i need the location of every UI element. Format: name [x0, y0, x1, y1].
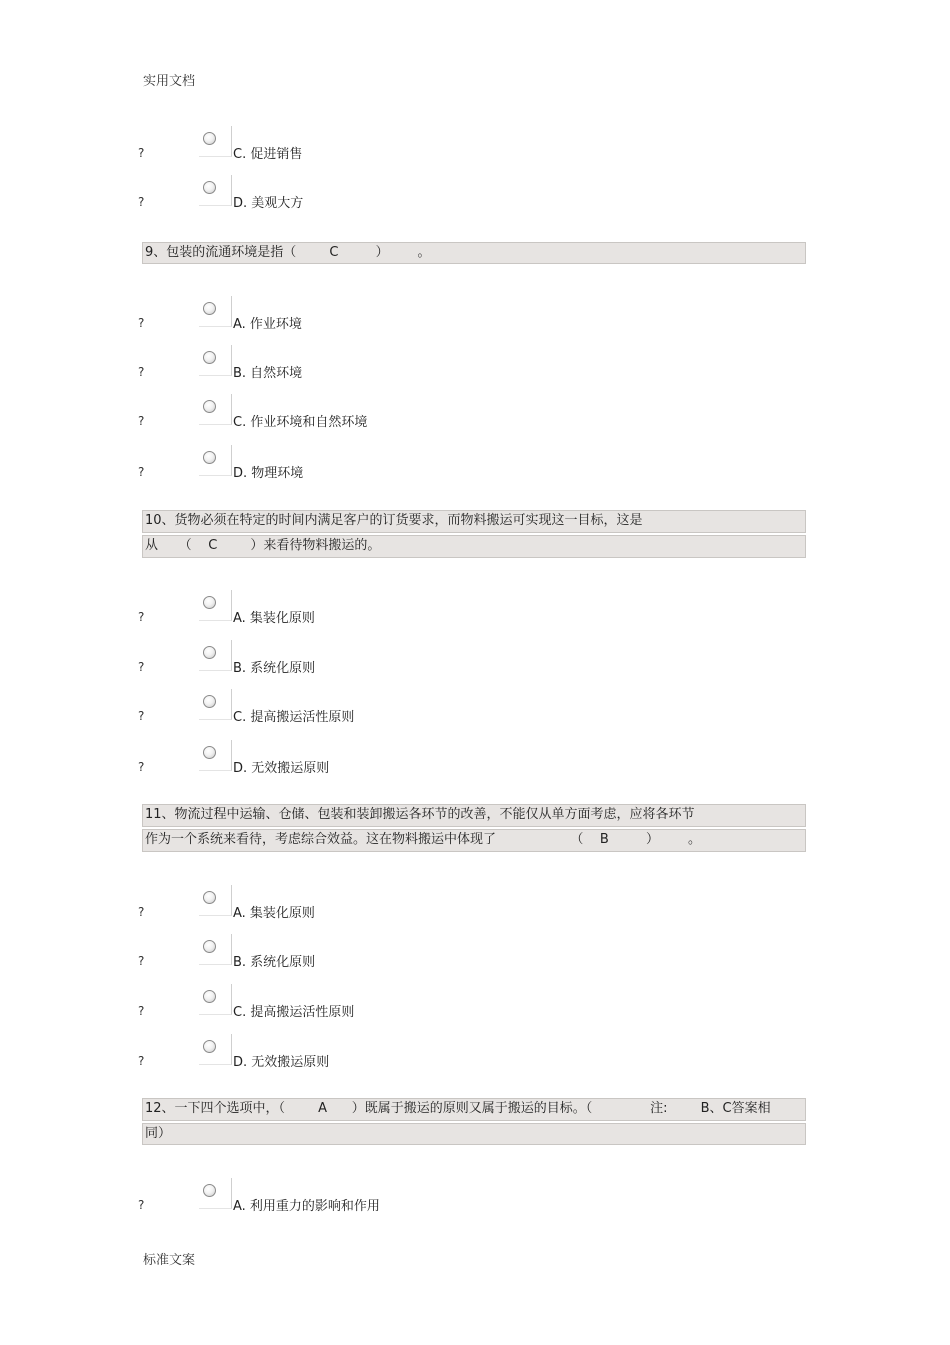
bullet-marker: ?: [138, 610, 145, 624]
radio-frame: [199, 689, 232, 720]
option-row[interactable]: [0, 394, 950, 434]
radio-frame: [199, 175, 232, 206]
bullet-marker: ?: [138, 195, 145, 209]
radio-frame: [199, 740, 232, 771]
bullet-marker: ?: [138, 1198, 145, 1212]
option-label: D. 无效搬运原则: [233, 1055, 330, 1070]
option-row[interactable]: [0, 1034, 950, 1074]
option-row[interactable]: [0, 640, 950, 680]
option-label: C. 作业环境和自然环境: [233, 415, 368, 430]
radio-button[interactable]: [203, 891, 216, 904]
option-label: C. 提高搬运活性原则: [233, 1005, 355, 1020]
option-row[interactable]: [0, 885, 950, 925]
option-row[interactable]: [0, 345, 950, 385]
bullet-marker: ?: [138, 954, 145, 968]
radio-button[interactable]: [203, 990, 216, 1003]
option-row[interactable]: [0, 445, 950, 485]
radio-button[interactable]: [203, 646, 216, 659]
bullet-marker: ?: [138, 465, 145, 479]
radio-frame: [199, 934, 232, 965]
radio-frame: [199, 126, 232, 157]
option-label: D. 无效搬运原则: [233, 761, 330, 776]
option-label: B. 自然环境: [233, 366, 303, 381]
option-row[interactable]: [0, 126, 950, 166]
bullet-marker: ?: [138, 1054, 145, 1068]
radio-button[interactable]: [203, 746, 216, 759]
bullet-marker: ?: [138, 905, 145, 919]
option-label: A. 利用重力的影响和作用: [233, 1199, 380, 1214]
option-label: C. 提高搬运活性原则: [233, 710, 355, 725]
radio-button[interactable]: [203, 695, 216, 708]
option-label: B. 系统化原则: [233, 955, 316, 970]
question-12-line-2: 同）: [142, 1123, 806, 1145]
radio-button[interactable]: [203, 302, 216, 315]
radio-frame: [199, 590, 232, 621]
radio-button[interactable]: [203, 400, 216, 413]
bullet-marker: ?: [138, 414, 145, 428]
radio-frame: [199, 445, 232, 476]
option-label: D. 物理环境: [233, 466, 304, 481]
radio-button[interactable]: [203, 181, 216, 194]
page-footer: 标准文案: [143, 1253, 196, 1268]
radio-frame: [199, 345, 232, 376]
option-row[interactable]: [0, 984, 950, 1024]
option-label: A. 集装化原则: [233, 906, 315, 921]
option-row[interactable]: [0, 590, 950, 630]
radio-button[interactable]: [203, 451, 216, 464]
option-row[interactable]: [0, 175, 950, 215]
option-label: B. 系统化原则: [233, 661, 316, 676]
bullet-marker: ?: [138, 1004, 145, 1018]
question-10-line-2: 从 （ C ）来看待物料搬运的。: [142, 535, 806, 558]
radio-frame: [199, 885, 232, 916]
radio-button[interactable]: [203, 351, 216, 364]
option-row[interactable]: [0, 740, 950, 780]
bullet-marker: ?: [138, 760, 145, 774]
question-10-line-1: 10、货物必须在特定的时间内满足客户的订货要求，而物料搬运可实现这一目标，这是: [142, 510, 806, 533]
radio-button[interactable]: [203, 1040, 216, 1053]
option-row[interactable]: [0, 934, 950, 974]
radio-button[interactable]: [203, 1184, 216, 1197]
question-12-line-1: 12、一下四个选项中，（ A ）既属于搬运的原则又属于搬运的目标。（ 注: B、C答案相: [142, 1098, 806, 1121]
option-label: A. 作业环境: [233, 317, 302, 332]
question-11-line-1: 11、物流过程中运输、仓储、包装和装卸搬运各环节的改善，不能仅从单方面考虑，应将各环节: [142, 804, 806, 827]
option-row[interactable]: [0, 689, 950, 729]
radio-button[interactable]: [203, 940, 216, 953]
question-11-line-2: 作为一个系统来看待，考虑综合效益。这在物料搬运中体现了 （ B ） 。: [142, 829, 806, 852]
bullet-marker: ?: [138, 709, 145, 723]
option-label: A. 集装化原则: [233, 611, 315, 626]
bullet-marker: ?: [138, 365, 145, 379]
option-label: C. 促进销售: [233, 147, 303, 162]
option-label: D. 美观大方: [233, 196, 304, 211]
bullet-marker: ?: [138, 316, 145, 330]
bullet-marker: ?: [138, 660, 145, 674]
radio-frame: [199, 394, 232, 425]
option-row[interactable]: [0, 1178, 950, 1218]
question-9-line-1: 9、包装的流通环境是指（ C ） 。: [142, 242, 806, 264]
radio-frame: [199, 1178, 232, 1209]
radio-frame: [199, 984, 232, 1015]
option-row[interactable]: [0, 296, 950, 336]
radio-button[interactable]: [203, 596, 216, 609]
radio-frame: [199, 296, 232, 327]
radio-frame: [199, 1034, 232, 1065]
bullet-marker: ?: [138, 146, 145, 160]
radio-button[interactable]: [203, 132, 216, 145]
page-header: 实用文档: [143, 74, 196, 89]
radio-frame: [199, 640, 232, 671]
